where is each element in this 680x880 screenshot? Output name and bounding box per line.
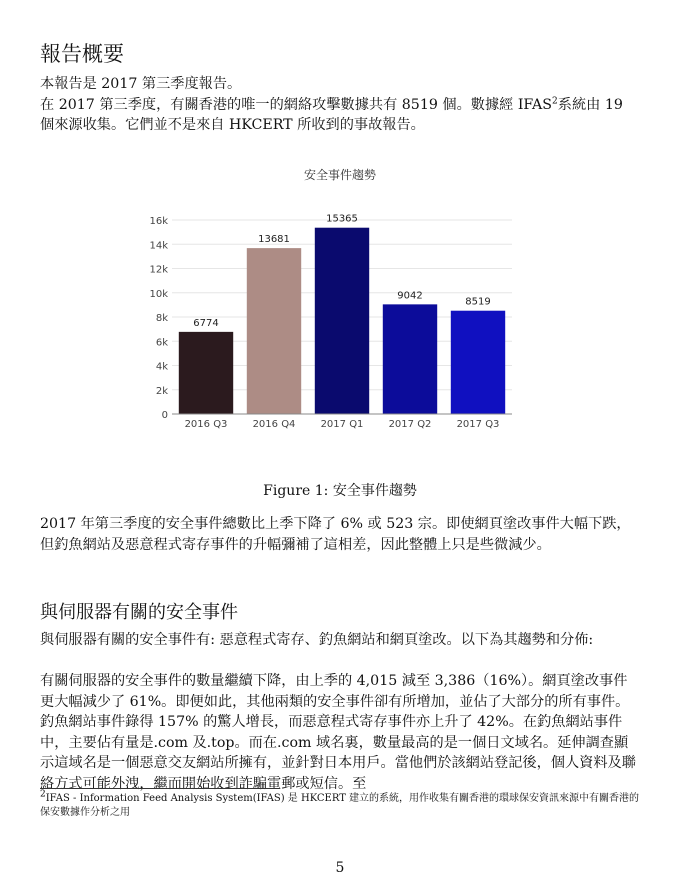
x-tick-label: 2016 Q3 (184, 419, 228, 430)
y-tick-label: 6k (155, 337, 168, 349)
figure-caption: Figure 1: 安全事件趨勢 (263, 483, 417, 499)
y-tick-label: 12k (149, 264, 168, 276)
footnote-ref[interactable]: 2 (552, 95, 558, 106)
bar (247, 248, 301, 414)
intro-line-2-rest: 系統由 19 個來源收集。它們並不是來自 HKCERT 所收到的事故報告。 (40, 96, 623, 133)
intro-paragraph (40, 74, 640, 136)
x-tick-label: 2017 Q2 (388, 419, 432, 430)
footnote-rule (40, 788, 280, 789)
section-heading: 報告概要 (40, 42, 124, 66)
bar (451, 311, 505, 414)
footnote-mark: 2 (40, 789, 46, 800)
y-tick-label: 14k (149, 240, 168, 252)
server-intro-paragraph: 與伺服器有關的安全事件有: 惡意程式寄存、釣魚網站和網頁塗改。以下為其趨勢和分佈: (40, 632, 594, 648)
y-tick-label: 2k (155, 385, 168, 397)
bar (315, 228, 369, 414)
y-tick-label: 0 (161, 410, 168, 421)
page-number: 5 (335, 860, 345, 876)
y-tick-label: 16k (149, 216, 168, 227)
intro-line-2-text: 在 2017 第三季度，有關香港的唯一的網絡攻擊數據共有 8519 個。數據經 IFAS (40, 96, 553, 113)
intro-line-1: 本報告是 2017 第三季度報告。 (40, 76, 242, 92)
data-label: 9042 (397, 290, 423, 302)
data-label: 13681 (258, 234, 290, 246)
x-tick-label: 2016 Q4 (252, 419, 296, 430)
summary-paragraph: 2017 年第三季度的安全事件總數比上季下降了 6% 或 523 宗。即使網頁塗改事件大幅下跌，但釣魚網站及惡意程式寄存事件的升幅彌補了這相差，因此整體上只是些微減少。 (40, 516, 631, 553)
server-detail-paragraph: 有關伺服器的安全事件的數量繼續下降，由上季的 4,015 減至 3,386（16%）。網頁塗改事件更大幅減少了 61%。即便如此，其他兩類的安全事件卻有所增加，並佔了大部分的所有事件。釣魚網站事件錄得 157% 的驚人增長，而惡意程式寄存事件亦上升了 42%。在釣魚網站事件中，主要佔有量是.com 及.top。而在.com 域名裏，數量最高的是一個日文域名。延伸調查顯示這域名是一個惡意交友網站所擁有，並針對日本用戶。當他們於該網站登記後，個人資料及聯絡方式可能外洩，繼而開始收到詐騙電郵或短信。至 (40, 673, 636, 792)
bar (383, 304, 437, 414)
y-tick-label: 10k (149, 288, 168, 300)
y-tick-label: 4k (155, 361, 168, 373)
bar (179, 332, 233, 414)
data-label: 15365 (326, 213, 358, 225)
y-tick-label: 8k (155, 313, 168, 324)
x-tick-label: 2017 Q3 (456, 419, 500, 430)
data-label: 6774 (193, 317, 219, 329)
footnote (40, 789, 640, 820)
x-tick-label: 2017 Q1 (320, 419, 364, 430)
bar-chart (40, 162, 640, 442)
chart-title: 安全事件趨勢 (303, 168, 376, 182)
intro-line-2 (40, 95, 640, 136)
data-label: 8519 (465, 296, 491, 308)
section-title-server: 與伺服器有關的安全事件 (40, 602, 238, 623)
chart-svg (40, 162, 640, 442)
footnote-text: IFAS - Information Feed Analysis System(IFAS) 是 HKCERT 建立的系統，用作收集有關香港的環球保安資訊來源中有關香港的保安數據作分析之用 (40, 793, 640, 818)
